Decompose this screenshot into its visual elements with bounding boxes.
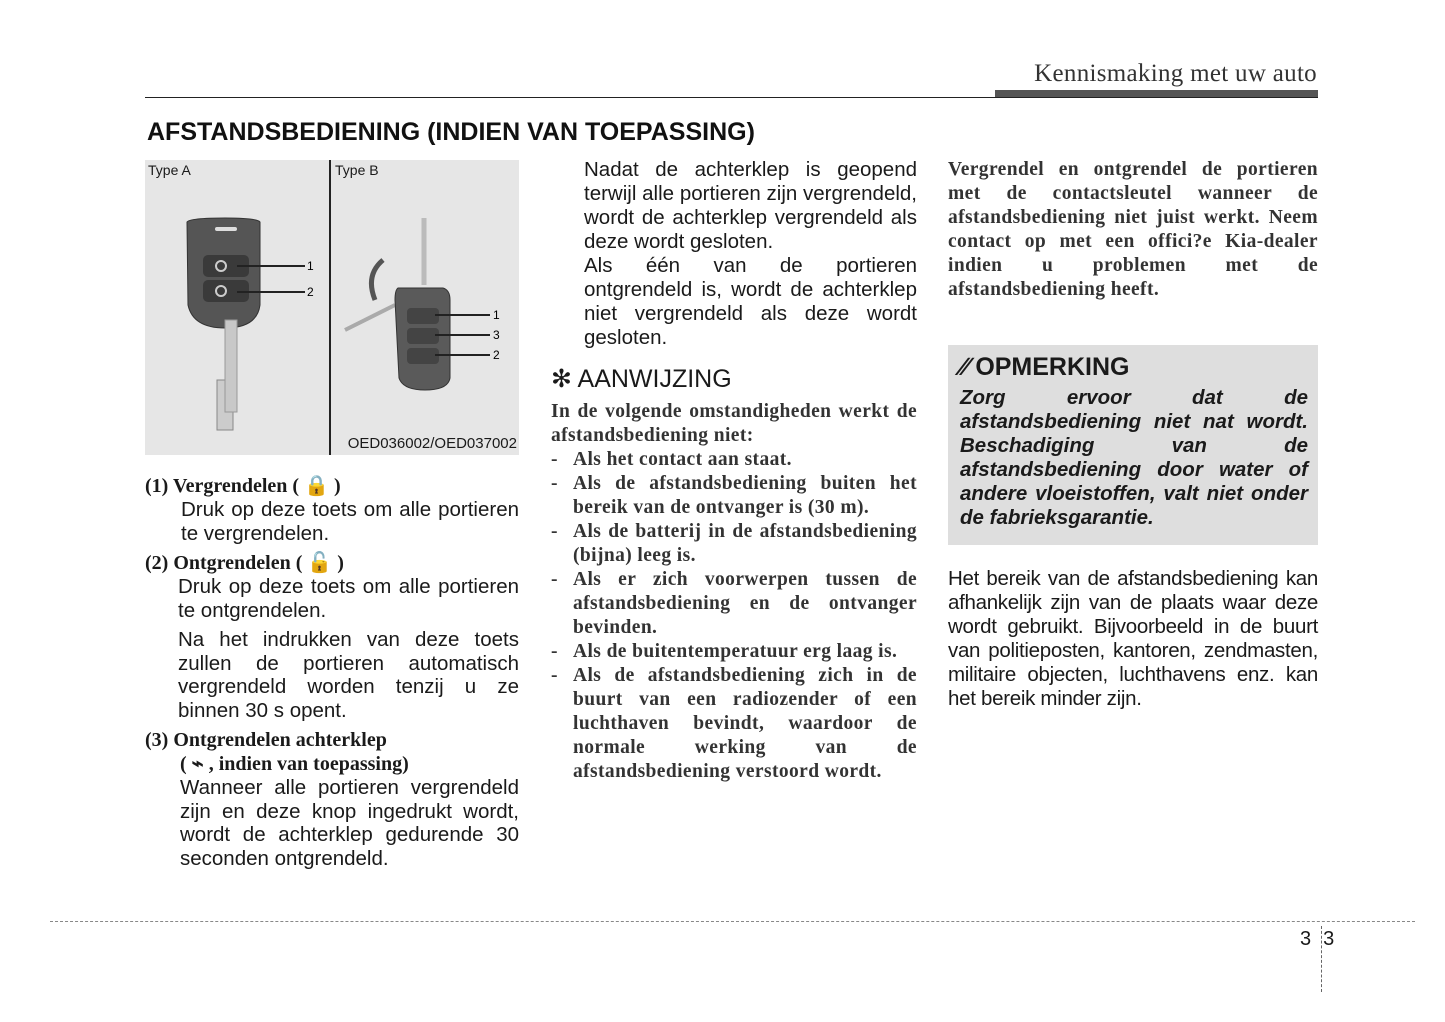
page-title: AFSTANDSBEDIENING (INDIEN VAN TOEPASSING) <box>147 118 755 146</box>
running-header: Kennismaking met uw auto <box>1034 60 1317 87</box>
figure-code: OED036002/OED037002 <box>347 435 517 452</box>
tailgate-description: Wanneer alle portieren vergrendeld zijn en deze knop ingedrukt wordt, wordt de achterklep gedurende 30 seconden ontgrendeld. <box>180 776 519 870</box>
column-2 <box>551 158 917 784</box>
list-item: - Als het contact aan staat. <box>551 449 792 470</box>
list-item: - Als er zich voorwerpen tussen de afstandsbediening en de ontvanger bevinden. <box>551 569 917 638</box>
manual-key-text: Vergrendel en ontgrendel de portieren met de contactsleutel wanneer de afstandsbediening niet juist werkt. Neem contact op met een offici?e Kia-dealer indien u problemen met de afstandsbediening heeft. <box>948 159 1318 300</box>
range-paragraph-wrap <box>948 567 1318 711</box>
callout-b-2: 2 <box>493 348 500 362</box>
page-number: 3 3 <box>1300 928 1335 950</box>
remote-key-figure <box>145 160 519 455</box>
conditions-list <box>551 448 917 784</box>
tailgate-lock-text: Nadat de achterklep is geopend terwijl alle portieren zijn vergrendeld, wordt de achterklep vergrendeld als deze wordt gesloten. <box>584 158 917 253</box>
door-open-text: Als één van de portieren ontgrendeld is, wordt de achterklep niet vergrendeld als deze wordt gesloten. <box>584 254 917 349</box>
page-number-separator <box>1321 926 1322 992</box>
column-1 <box>145 474 519 870</box>
lock-description: Druk op deze toets om alle portieren te vergrendelen. <box>181 498 519 545</box>
auto-relock-text: Na het indrukken van deze toets zullen de portieren automatisch vergrendeld worden tenzij u ze binnen 30 s opent. <box>178 628 519 722</box>
note-title: ∕∕ OPMERKING <box>960 353 1130 381</box>
list-item: - Als de afstandsbediening zich in de buurt van een radiozender of een luchthaven bevindt, waardoor de normale werking van de afstandsbediening verstoord wordt. <box>551 665 917 782</box>
header-rule <box>145 97 1318 98</box>
heading-unlock: (2) Ontgrendelen ( 🔓 ) <box>145 552 344 574</box>
heading-tailgate-sub: ( ⌁ , indien van toepassing) <box>180 753 409 775</box>
list-item: - Als de batterij in de afstandsbediening (bijna) leeg is. <box>551 521 917 566</box>
aanwijzing-intro: In de volgende omstandigheden werkt de afstandsbediening niet: <box>551 401 917 446</box>
type-a-label: Type A <box>148 162 191 178</box>
aanwijzing-heading: ✻ AANWIJZING <box>551 365 732 393</box>
type-b-label: Type B <box>335 162 379 178</box>
unlock-description: Druk op deze toets om alle portieren te ontgrendelen. <box>178 575 519 622</box>
note-icon: ∕∕ <box>960 353 969 381</box>
range-text: Het bereik van de afstandsbediening kan afhankelijk zijn van de plaats waar deze wordt gebruikt. Bijvoorbeeld in de buurt van politieposten, kantoren, zendmasten, militaire objecten, luchthavens enz. kan het bereik minder zijn. <box>948 567 1318 710</box>
note-body: Zorg ervoor dat de afstandsbediening niet nat wordt. Beschadiging van de afstandsbediening door water of andere vloeistoffen, valt niet onder de fabrieksgarantie. <box>960 386 1308 529</box>
note-box <box>948 345 1318 545</box>
footer-rule <box>50 921 1415 922</box>
list-item: - Als de buitentemperatuur erg laag is. <box>551 641 898 662</box>
callout-b-1: 1 <box>493 308 500 322</box>
callout-b-3: 3 <box>493 328 500 342</box>
list-item: - Als de afstandsbediening buiten het bereik van de ontvanger is (30 m). <box>551 473 917 518</box>
callout-a-2: 2 <box>307 285 314 299</box>
callout-a-1: 1 <box>307 259 314 273</box>
column-3 <box>948 158 1318 302</box>
key-illustration <box>145 160 519 455</box>
heading-tailgate: (3) Ontgrendelen achterklep <box>145 729 387 751</box>
heading-lock: (1) Vergrendelen ( 🔒 ) <box>145 475 341 497</box>
